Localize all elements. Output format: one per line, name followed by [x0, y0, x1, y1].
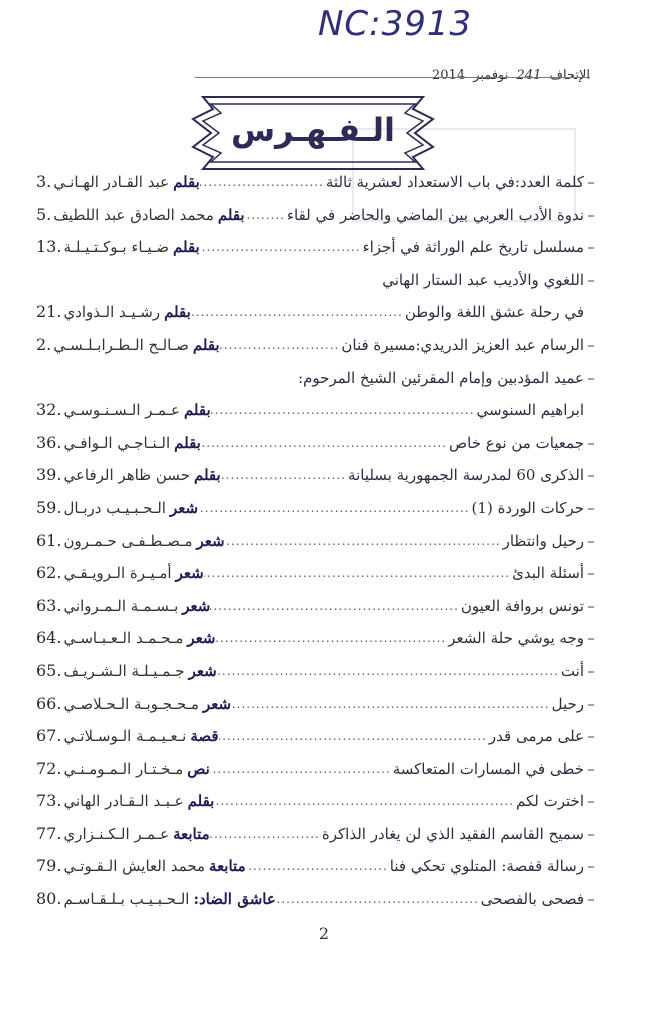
entry-dash: – — [587, 531, 595, 550]
dot-leader — [214, 785, 516, 818]
entry-author: مـحـجـوبـة الـحـلاصـي — [63, 694, 199, 713]
toc-entry — [36, 492, 598, 525]
entry-author: الـحـبـيـب دربـال — [63, 498, 166, 517]
entry-author: بـسـمـة الـمـرواني — [63, 596, 179, 615]
entry-dash: – — [587, 466, 595, 485]
entry-kind: بقلم — [183, 401, 211, 420]
entry-kind: شعر — [169, 498, 199, 517]
issue-number: 241 — [516, 68, 542, 83]
dot-leader — [200, 231, 363, 264]
entry-dash: – — [587, 661, 595, 680]
entry-author: مـخـتـار الـمـومـنـي — [63, 759, 184, 778]
handwritten-catalog-note: NC:3913 — [318, 4, 473, 44]
entry-kind: متابعة — [173, 824, 210, 843]
entry-dash: – — [587, 368, 595, 387]
dot-leader — [201, 427, 449, 460]
entry-title: ندوة الأدب العربي بين الماضي والحاضر في لقاء — [286, 205, 584, 224]
entry-author: محمد العايش الـقـوتـي — [63, 857, 206, 876]
entry-kind: بقلم — [187, 792, 215, 811]
dot-leader — [217, 655, 561, 688]
magazine-name: الإتحاف — [549, 68, 590, 83]
entry-kind: قصة — [190, 727, 219, 746]
entry-title: رحيل وانتظار — [502, 531, 584, 550]
entry-page: 2. — [36, 334, 52, 354]
entry-kind: بقلم — [174, 433, 201, 452]
entry-dash: – — [587, 335, 595, 354]
entry-title: خطى في المسارات المتعاكسة — [392, 759, 584, 778]
page-number: 2 — [318, 924, 330, 943]
dot-leader — [219, 720, 489, 753]
dot-leader — [210, 818, 322, 851]
entry-page: 73. — [36, 791, 62, 811]
entry-title: اللغوي والأديب عبد الستار الهاني — [382, 270, 584, 289]
issue-info — [428, 68, 590, 83]
entry-kind: بقلم — [173, 238, 200, 257]
entry-kind: نص — [187, 759, 210, 778]
toc-entry — [36, 329, 598, 362]
entry-author: صـالـح الـطـرابـلـسـي — [53, 335, 189, 354]
entry-kind: شعر — [187, 629, 216, 648]
entry-page: 67. — [36, 726, 62, 746]
entry-title: على مرمى قدر — [488, 727, 584, 746]
entry-dash: – — [587, 270, 595, 289]
title-banner — [189, 93, 437, 173]
entry-page: 13. — [36, 237, 62, 257]
dot-leader — [276, 883, 481, 916]
toc-entry — [36, 296, 598, 329]
entry-author: عـمـر الـسـنـوسـي — [63, 401, 180, 420]
entry-page: 59. — [36, 497, 62, 517]
toc-entry — [36, 264, 598, 297]
entry-dash: – — [587, 792, 595, 811]
toc-entry — [36, 850, 598, 883]
dot-leader — [200, 166, 326, 199]
entry-author: ضـيـاء بـوكـتـيـلـة — [63, 238, 169, 257]
entry-dash: – — [587, 173, 595, 191]
entry-author: حسن ظاهر الرفاعي — [63, 466, 190, 485]
entry-kind: شعر — [175, 564, 204, 583]
toc-entry — [36, 459, 598, 492]
entry-page: 79. — [36, 856, 62, 876]
toc-entry — [36, 590, 598, 623]
entry-kind: متابعة — [209, 857, 246, 876]
entry-kind: شعر — [182, 596, 211, 615]
dot-leader — [246, 850, 390, 883]
page-title: الـفـهـرس — [230, 111, 395, 149]
entry-title: رسالة قفصة: المتلوي تحكي فنا — [389, 857, 584, 876]
entry-dash: – — [587, 857, 595, 876]
entry-page: 64. — [36, 628, 62, 648]
toc-entry — [36, 883, 598, 916]
entry-dash: – — [587, 205, 595, 224]
entry-kind: شعر — [196, 531, 225, 550]
entry-dash: – — [587, 629, 595, 648]
entry-author: جـمـيـلـة الـشـريـف — [63, 661, 185, 680]
entry-page: 63. — [36, 595, 62, 615]
entry-page: 3. — [36, 172, 52, 191]
entry-page: 61. — [36, 530, 62, 550]
entry-title: رحيل — [551, 694, 584, 713]
dot-leader — [221, 459, 348, 492]
toc-entry — [36, 199, 598, 232]
toc-entry — [36, 818, 598, 851]
entry-kind: بقلم — [193, 466, 221, 485]
entry-dash: – — [587, 433, 595, 452]
entry-page: 5. — [36, 204, 52, 224]
toc-entry — [36, 655, 598, 688]
entry-title: في رحلة عشق اللغة والوطن — [404, 303, 584, 322]
entry-dash: – — [587, 890, 595, 909]
toc-entry — [36, 525, 598, 558]
entry-title: حركات الوردة (1) — [471, 498, 584, 517]
entry-author: مـصـطـفـى حـمـرون — [63, 531, 193, 550]
toc-entry — [36, 785, 598, 818]
entry-page: 36. — [36, 432, 62, 452]
dot-leader — [231, 688, 552, 721]
entry-author: نـعـيـمـة الـوسـلاتـي — [63, 727, 187, 746]
entry-author: رشـيـد الـذوادي — [63, 303, 161, 322]
header-rule — [195, 77, 590, 78]
entry-dash: – — [587, 694, 595, 713]
issue-month: نوفمبر — [473, 68, 509, 83]
entry-title: جمعيات من نوع خاص — [448, 433, 584, 452]
entry-title: فصحى بالفصحى — [480, 890, 584, 909]
entry-title: أنت — [560, 661, 584, 680]
entry-dash: – — [587, 238, 595, 257]
toc-entry — [36, 166, 598, 199]
entry-title: اخترت لكم — [516, 792, 584, 811]
entry-author: أمـيـرة الـرويـقـي — [63, 564, 172, 583]
entry-page: 77. — [36, 823, 62, 843]
toc-entry — [36, 720, 598, 753]
entry-kind: شعر — [202, 694, 232, 713]
entry-page: 65. — [36, 660, 62, 680]
toc-entry — [36, 427, 598, 460]
issue-year: 2014 — [432, 68, 466, 83]
toc-entry — [36, 622, 598, 655]
entry-author: عـبـد الـقـادر الهاني — [63, 792, 184, 811]
entry-title: كلمة العدد:في باب الاستعداد لعشرية ثالثة — [325, 173, 584, 191]
entry-dash: – — [587, 824, 595, 843]
table-of-contents — [36, 166, 598, 916]
entry-page: 66. — [36, 693, 62, 713]
toc-entry — [36, 231, 598, 264]
dot-leader — [198, 492, 471, 525]
toc-entry — [36, 362, 598, 395]
entry-author: الـنـاجـي الـوافـي — [63, 433, 171, 452]
entry-title: ابراهيم السنوسي — [476, 401, 584, 420]
dot-leader — [225, 525, 503, 558]
dot-leader — [245, 199, 287, 232]
entry-page: 21. — [36, 302, 62, 322]
entry-kind: بقلم — [192, 335, 220, 354]
entry-page: 39. — [36, 465, 62, 485]
entry-kind: شعر — [188, 661, 217, 680]
toc-entry — [36, 688, 598, 721]
toc-entry — [36, 394, 598, 427]
entry-dash: – — [587, 596, 595, 615]
running-header — [60, 68, 590, 86]
entry-page: 80. — [36, 889, 62, 909]
entry-title: أسئلة البدئ — [512, 564, 584, 583]
entry-title: مسلسل تاريخ علم الوراثة في أجزاء — [362, 238, 584, 257]
dot-leader — [215, 622, 448, 655]
entry-page: 72. — [36, 758, 62, 778]
entry-author: محمد الصادق عبد اللطيف — [53, 205, 214, 224]
entry-title: تونس بروافة العيون — [460, 596, 584, 615]
entry-author: الـحـبـيـب بـلـقـاسـم — [63, 890, 190, 909]
entry-kind: بقلم — [217, 205, 245, 224]
dot-leader — [211, 394, 477, 427]
entry-dash: – — [587, 498, 595, 517]
dot-leader — [220, 329, 342, 362]
entry-author: عبد القـادر الهـانـي — [53, 173, 170, 191]
entry-dash: – — [587, 564, 595, 583]
entry-kind: بقلم — [173, 173, 200, 191]
entry-title: سميح القاسم الفقيد الذي لن يغادر الذاكرة — [321, 824, 584, 843]
toc-entry — [36, 753, 598, 786]
entry-title: الرسام عبد العزيز الدريدي:مسيرة فنان — [341, 335, 584, 354]
dot-leader — [210, 590, 461, 623]
toc-entry — [36, 557, 598, 590]
entry-page: 62. — [36, 563, 62, 583]
entry-dash: – — [587, 759, 595, 778]
dot-leader — [191, 296, 405, 329]
entry-dash: – — [587, 727, 595, 746]
entry-author: مـحـمـد الـعـبـاسـي — [63, 629, 184, 648]
entry-kind: عاشق الضاد: — [193, 890, 276, 909]
entry-title: الذكرى 60 لمدرسة الجمهورية بسليانة — [348, 466, 584, 485]
dot-leader — [204, 557, 512, 590]
entry-kind: بقلم — [164, 303, 191, 322]
dot-leader — [210, 753, 393, 786]
entry-page: 32. — [36, 400, 62, 420]
entry-title: وجه يوشي حلة الشعر — [448, 629, 584, 648]
entry-author: عـمـر الـكـنـزاري — [63, 824, 170, 843]
entry-title: عميد المؤدبين وإمام المقرئين الشيخ المرحوم: — [298, 368, 584, 387]
